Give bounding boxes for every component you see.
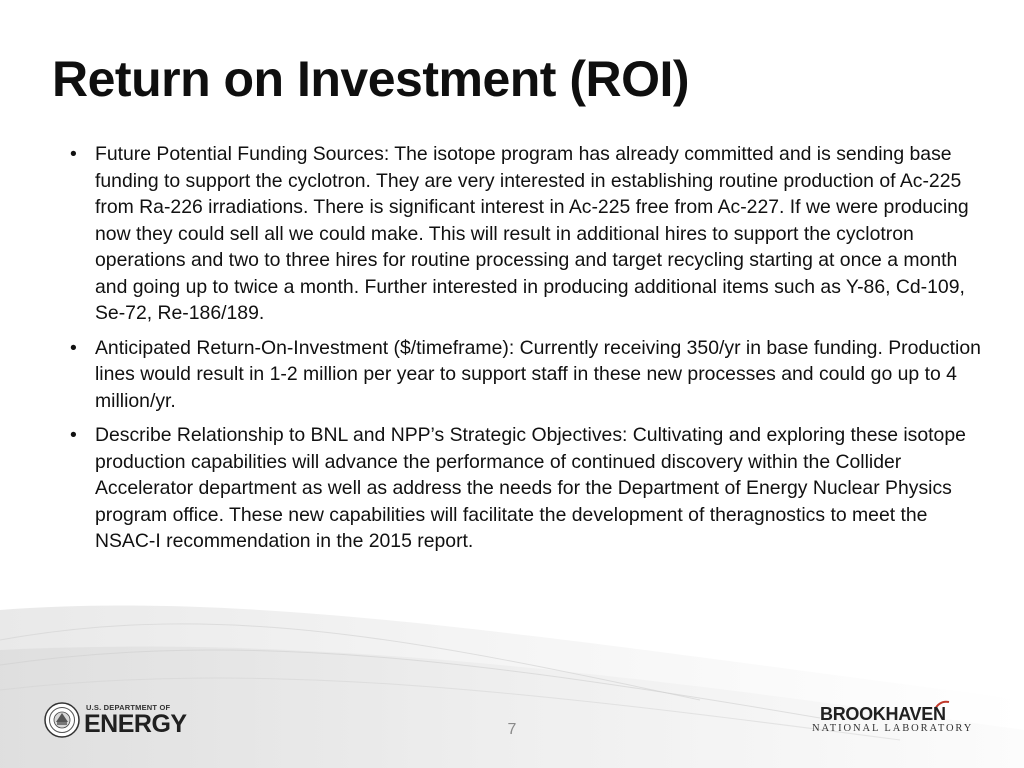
bullet-text: Describe Relationship to BNL and NPP’s Strategic Objectives: Cultivating and exploring these isotope production capabilities will advance the performance of continued discovery within the Collider Accelerator department as well as address the needs for the Department of Energy Nuclear Physics program office. These new capabilities will facilitate the development of theragnostics to meet the NSAC-I recommendation in the 2015 report. (95, 424, 966, 552)
bullet-marker: • (70, 143, 77, 165)
bullet-text: Future Potential Funding Sources: The isotope program has already committed and is sending base funding to support the cyclotron. They are very interested in establishing routine production of Ac-225 from Ra-226 irradiations. There is significant interest in Ac-225 free from Ac-227. If we were producing now they could sell all we could make. This will result in additional hires to support the cyclotron operations and two to three hires for routine processing and target recycling starting at once a month and going up to twice a month. Further interested in producing additional items such as Y-86, Cd-109, Se-72, Re-186/189. (95, 143, 969, 324)
bullet-strategic-objectives (68, 422, 982, 555)
bnl-logo-subtitle: NATIONAL LABORATORY (812, 723, 974, 734)
bullet-text: Anticipated Return-On-Investment ($/timeframe): Currently receiving 350/yr in base funding. Production lines would result in 1-2 million per year to support staff in these new processes and could go up to 4 million/yr. (95, 336, 981, 412)
doe-logo-small-text: U.S. DEPARTMENT OF (86, 703, 171, 712)
bnl-logo (810, 704, 982, 738)
doe-logo-big-text: ENERGY (84, 710, 187, 738)
bullet-marker: • (70, 336, 77, 359)
bullet-anticipated-roi (68, 335, 982, 415)
bullet-funding-sources (68, 141, 982, 327)
doe-logo (44, 702, 187, 740)
bullet-list (68, 141, 982, 563)
slide-title: Return on Investment (ROI) (52, 51, 690, 107)
page-number: 7 (507, 721, 517, 738)
doe-seal-icon (44, 702, 80, 738)
bullet-marker: • (70, 424, 77, 446)
bnl-logo-name: BROOKHAVEN (820, 704, 946, 724)
